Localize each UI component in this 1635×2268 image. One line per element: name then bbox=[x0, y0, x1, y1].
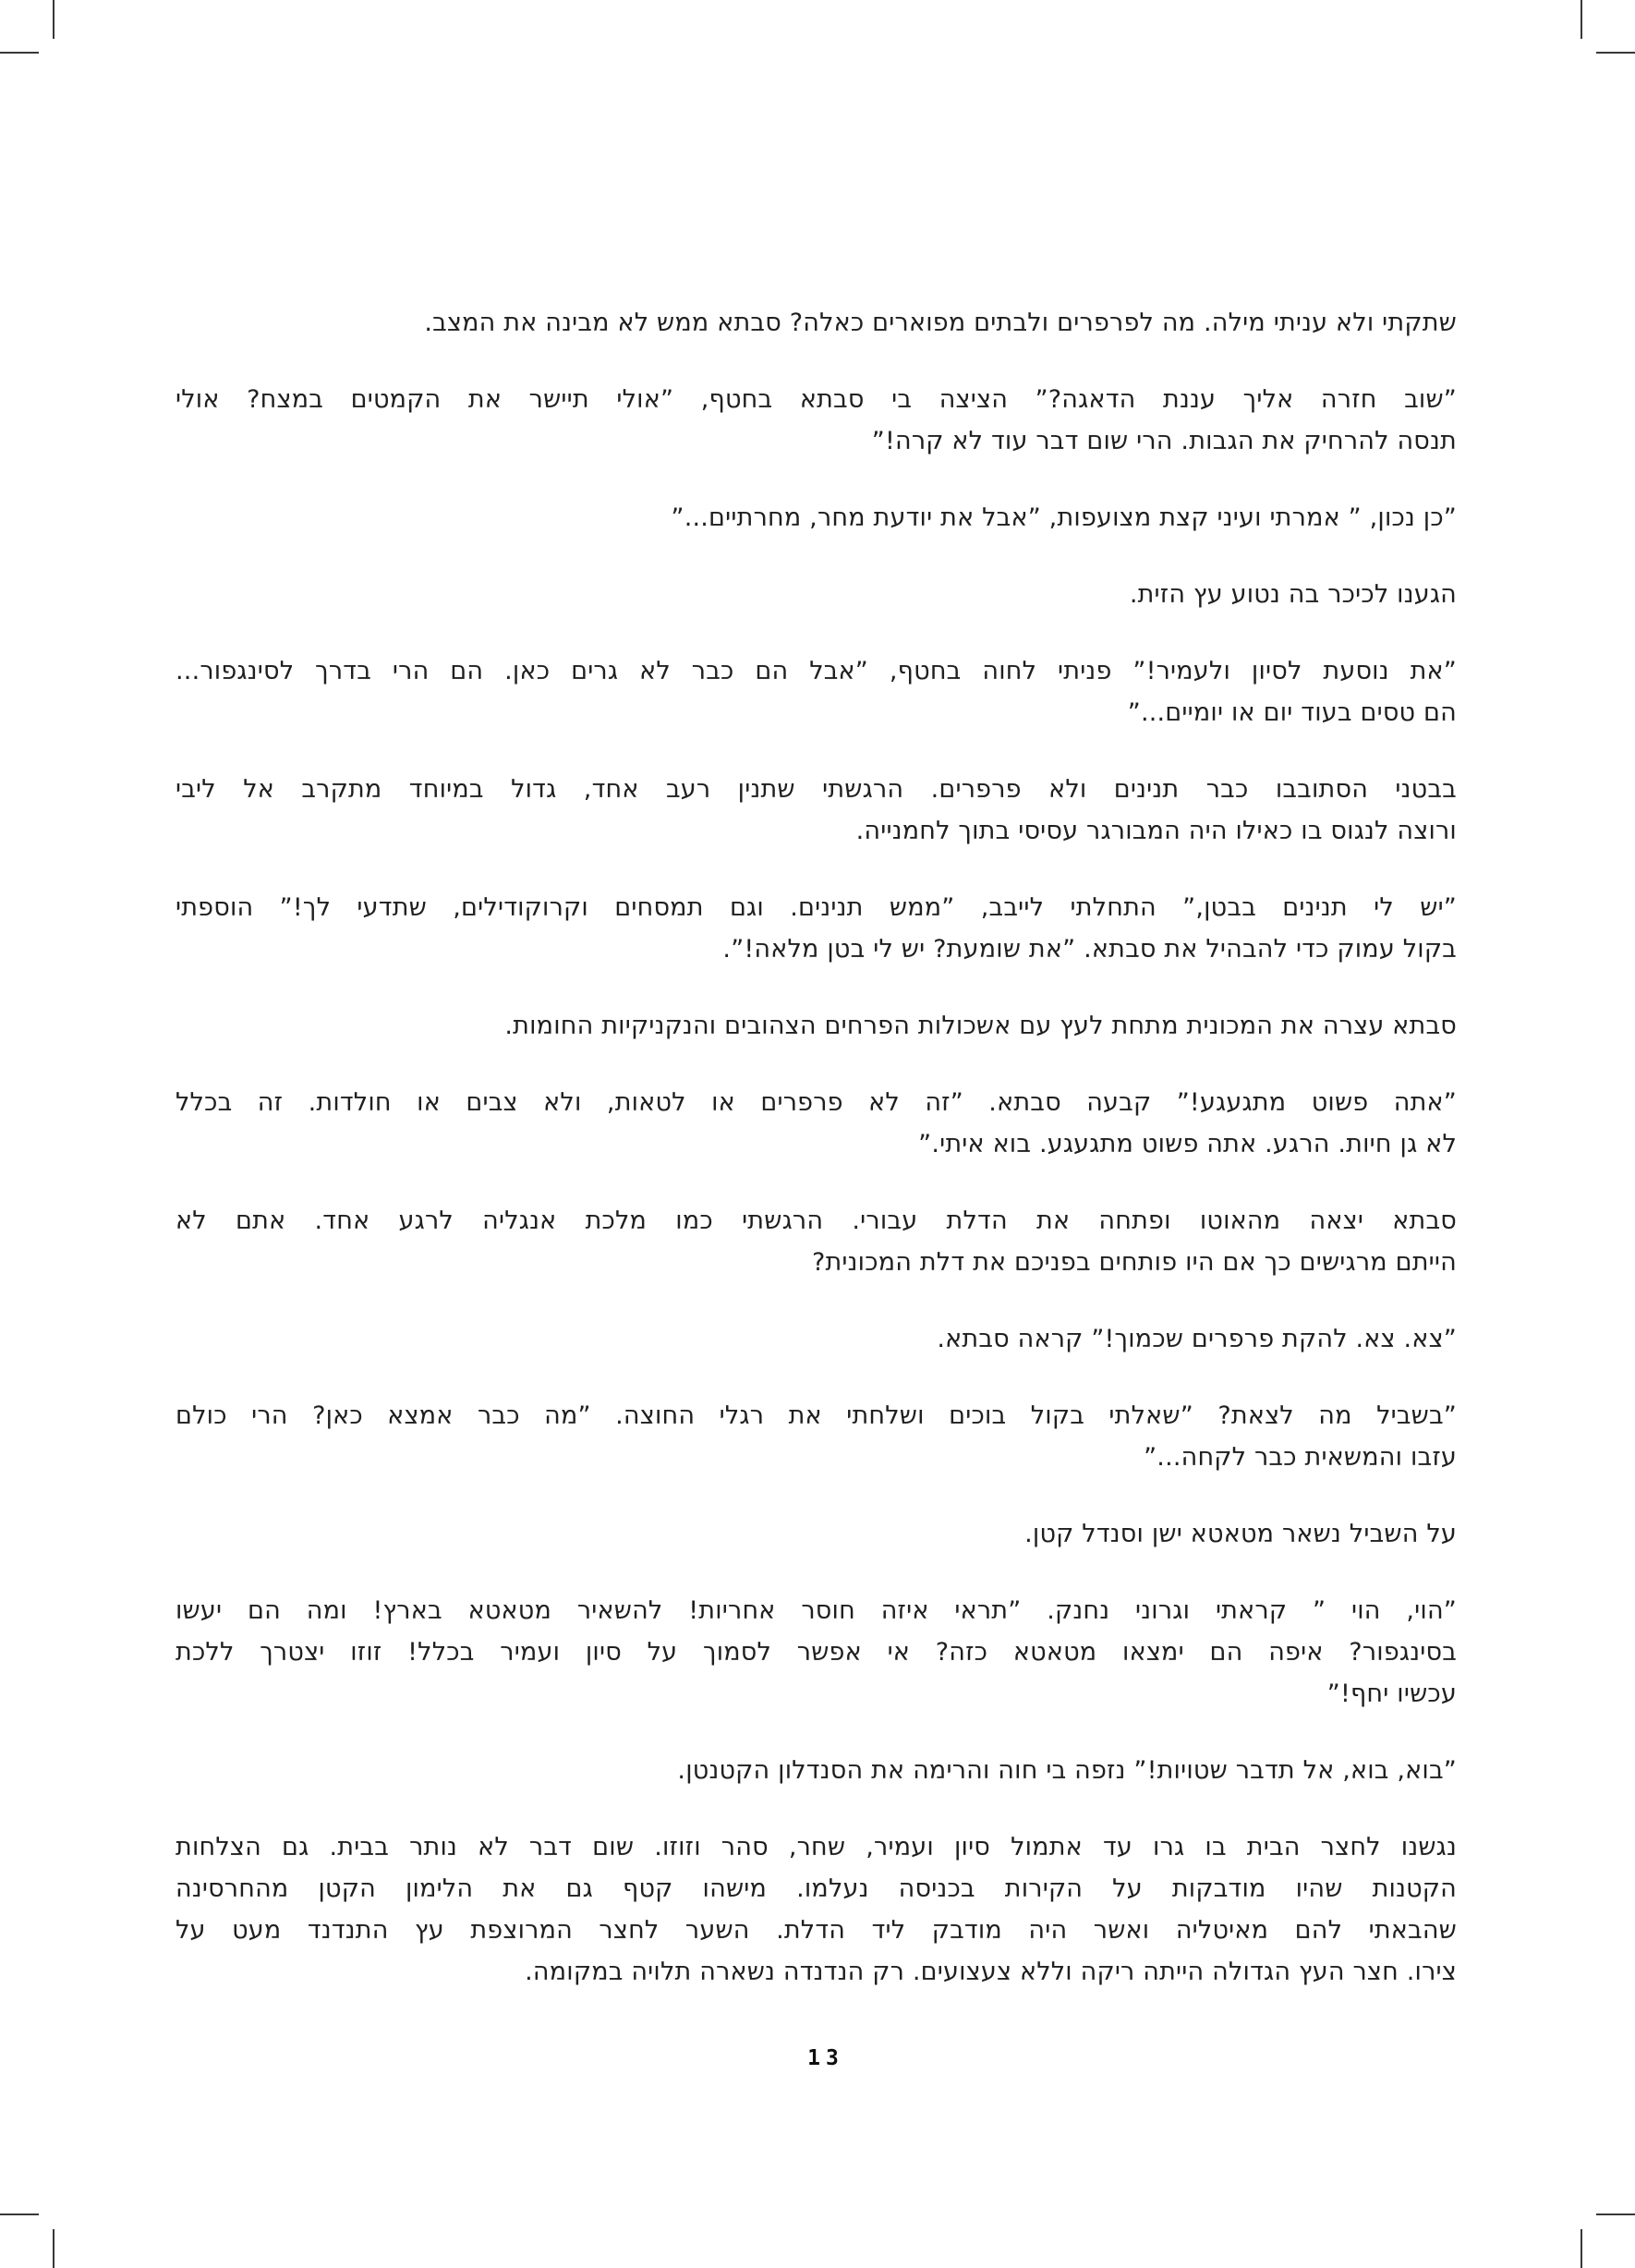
crop-mark-bottom-right-vertical-icon bbox=[1580, 2229, 1582, 2268]
text-line: בקול עמוק כדי להבהיל את סבתא. ”את שומעת? יש לי בטן מלאה!”. bbox=[722, 935, 1457, 964]
paragraph bbox=[176, 302, 1457, 344]
text-line: ”את נוסעת לסיון ולעמיר!” פניתי לחוה בחטף, ”אבל הם כבר לא גרים כאן. הם הרי בדרך לסינגפור... bbox=[176, 657, 1457, 685]
text-line: שהבאתי להם מאיטליה ואשר היה מודבק ליד הדלת. השער לחצר המרוצפת עץ התנדנד מעט על bbox=[176, 1916, 1457, 1945]
crop-mark-bottom-left-horizontal-icon bbox=[0, 2213, 39, 2215]
paragraph bbox=[176, 769, 1457, 852]
paragraph bbox=[176, 1005, 1457, 1047]
text-line: הייתם מרגישים כך אם היו פותחים בפניכם את דלת המכונית? bbox=[811, 1248, 1457, 1277]
crop-mark-top-left-horizontal-icon bbox=[0, 52, 39, 54]
text-line: בסינגפור? איפה הם ימצאו מטאטא כזה? אי אפשר לסמוך על סיון ועמיר בכלל! זוזו יצטרך ללכת bbox=[176, 1638, 1457, 1667]
text-line: תנסה להרחיק את הגבות. הרי שום דבר עוד לא קרה!” bbox=[871, 427, 1457, 455]
text-line: על השביל נשאר מטאטא ישן וסנדל קטן. bbox=[1024, 1520, 1457, 1548]
text-line: ”צא. צא. להקת פרפרים שכמוך!” קראה סבתא. bbox=[937, 1325, 1457, 1353]
text-line: ”אתה פשוט מתגעגע!” קבעה סבתא. ”זה לא פרפרים או לטאות, ולא צבים או חולדות. זה בכלל bbox=[176, 1088, 1457, 1117]
crop-mark-bottom-right-horizontal-icon bbox=[1596, 2213, 1635, 2215]
text-line: ”שוב חזרה אליך עננת הדאגה?” הציצה בי סבתא בחטף, ”אולי תיישר את הקמטים במצח? אולי bbox=[176, 385, 1457, 414]
paragraph bbox=[176, 1200, 1457, 1283]
paragraph bbox=[176, 497, 1457, 539]
text-line: הקטנות שהיו מודבקות על הקירות בכניסה נעלמו. מישהו קטף גם את הלימון הקטן מהחרסינה bbox=[176, 1874, 1457, 1903]
text-line: ”בוא, בוא, אל תדבר שטויות!” נזפה בי חוה והרימה את הסנדלון הקטנטן. bbox=[677, 1756, 1457, 1785]
crop-mark-bottom-left-vertical-icon bbox=[53, 2229, 54, 2268]
text-line: הגענו לכיכר בה נטוע עץ הזית. bbox=[1129, 580, 1457, 609]
paragraph bbox=[176, 1395, 1457, 1478]
text-line: ”בשביל מה לצאת? ”שאלתי בקול בוכים ושלחתי את רגלי החוצה. ”מה כבר אמצא כאן? הרי כולם bbox=[176, 1401, 1457, 1430]
text-line: צירו. חצר העץ הגדולה הייתה ריקה וללא צעצועים. רק הנדנדה נשארה תלויה במקומה. bbox=[525, 1958, 1457, 1986]
text-line: בבטני הסתובבו כבר תנינים ולא פרפרים. הרגשתי שתנין רעב אחד, גדול במיוחד מתקרב אל ליבי bbox=[176, 775, 1457, 804]
text-line: נגשנו לחצר הבית בו גרו עד אתמול סיון ועמיר, שחר, סהר וזוזו. שום דבר לא נותר בבית. גם הצלחות bbox=[176, 1833, 1457, 1862]
text-line: עזבו והמשאית כבר לקחה...” bbox=[1144, 1443, 1457, 1472]
page-number: 13 bbox=[807, 2046, 844, 2070]
paragraph bbox=[176, 650, 1457, 734]
paragraph bbox=[176, 1590, 1457, 1715]
text-block bbox=[176, 302, 1457, 2028]
text-line: שתקתי ולא עניתי מילה. מה לפרפרים ולבתים מפוארים כאלה? סבתא ממש לא מבינה את המצב. bbox=[424, 309, 1457, 337]
page-footer bbox=[0, 2046, 1635, 2070]
paragraph bbox=[176, 1750, 1457, 1791]
text-line: ורוצה לנגוס בו כאילו היה המבורגר עסיסי בתוך לחמנייה. bbox=[855, 817, 1457, 845]
crop-mark-top-right-horizontal-icon bbox=[1596, 52, 1635, 54]
text-line: הם טסים בעוד יום או יומיים...” bbox=[1127, 698, 1457, 727]
paragraph bbox=[176, 1513, 1457, 1555]
text-line: ”הוי, הוי ” קראתי וגרוני נחנק. ”תראי איזה חוסר אחריות! להשאיר מטאטא בארץ! ומה הם יעשו bbox=[176, 1596, 1457, 1625]
text-line: לא גן חיות. הרגע. אתה פשוט מתגעגע. בוא איתי.” bbox=[918, 1130, 1457, 1158]
paragraph bbox=[176, 887, 1457, 970]
paragraph bbox=[176, 1826, 1457, 1993]
text-line: סבתא עצרה את המכונית מתחת לעץ עם אשכולות הפרחים הצהובים והנקניקיות החומות. bbox=[504, 1012, 1457, 1040]
text-line: עכשיו יחף!” bbox=[1326, 1680, 1457, 1708]
text-line: ”יש לי תנינים בבטן,” התחלתי לייבב, ”ממש תנינים. וגם תמסחים וקרוקודילים, שתדעי לך!” הוספתי bbox=[176, 893, 1457, 922]
crop-mark-top-right-vertical-icon bbox=[1580, 0, 1582, 39]
paragraph bbox=[176, 1082, 1457, 1165]
paragraph bbox=[176, 379, 1457, 462]
paragraph bbox=[176, 574, 1457, 615]
paragraph bbox=[176, 1318, 1457, 1360]
crop-mark-top-left-vertical-icon bbox=[53, 0, 54, 39]
text-line: סבתא יצאה מהאוטו ופתחה את הדלת עבורי. הרגשתי כמו מלכת אנגליה לרגע אחד. אתם לא bbox=[176, 1207, 1457, 1235]
text-line: ”כן נכון, ” אמרתי ועיני קצת מצועפות, ”אבל את יודעת מחר, מחרתיים...” bbox=[671, 503, 1457, 532]
